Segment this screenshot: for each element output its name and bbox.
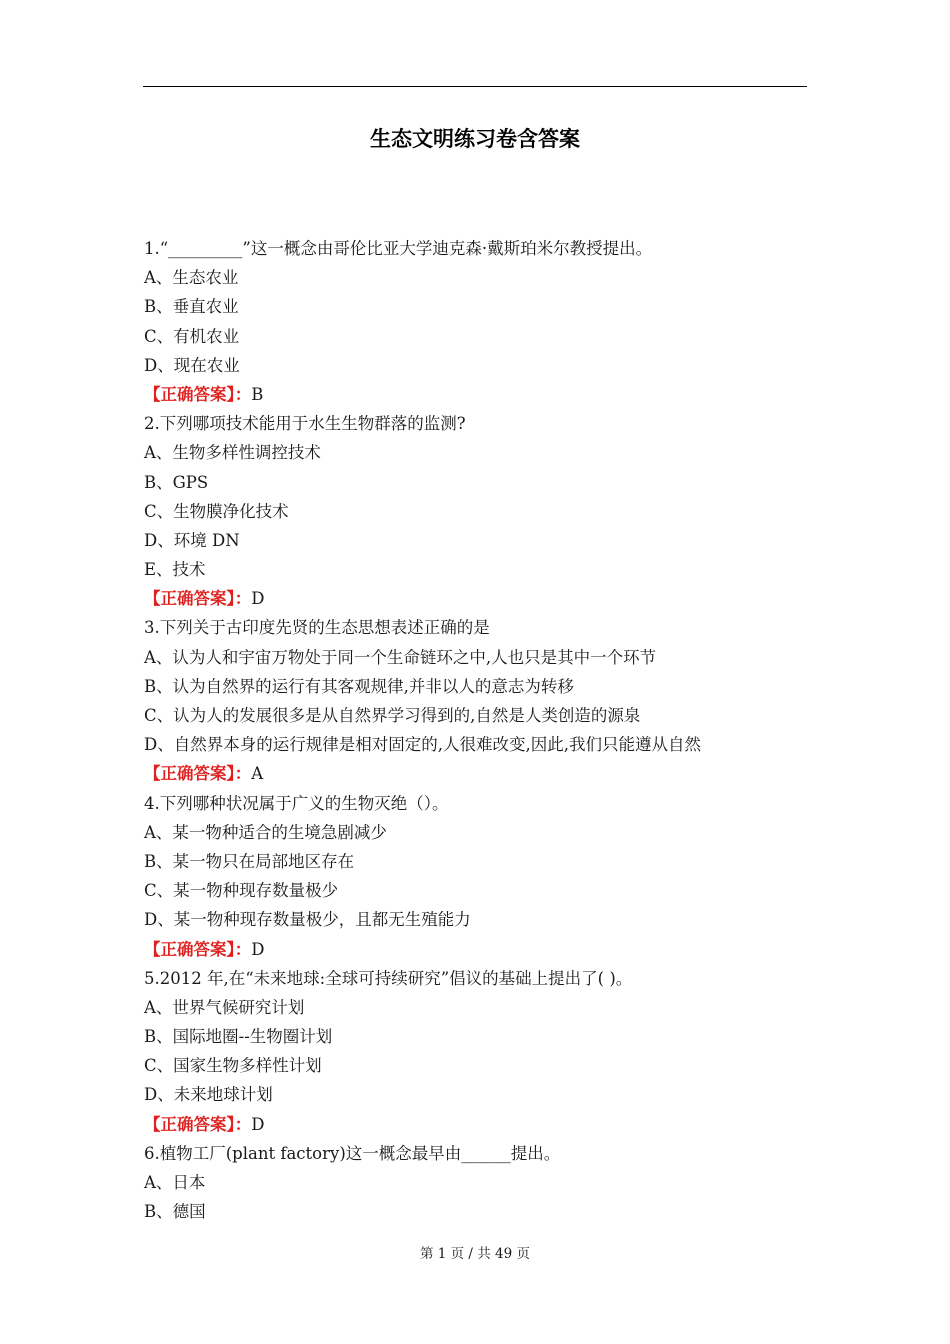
page-footer: 第 1 页 / 共 49 页: [419, 1246, 531, 1262]
option: B、认为自然界的运行有其客观规律,并非以人的意志为转移: [144, 676, 574, 696]
option: B、德国: [144, 1202, 206, 1222]
option: D、未来地球计划: [144, 1085, 273, 1105]
answer-line: [144, 935, 814, 964]
answer-line: [144, 380, 814, 409]
question-stem: 6.植物工厂(plant factory)这一概念最早由______提出。: [144, 1143, 561, 1163]
option: C、某一物种现存数量极少: [144, 881, 339, 901]
option: A、某一物种适合的生境急剧减少: [144, 822, 387, 842]
option: A、世界气候研究计划: [144, 997, 305, 1017]
answer-value: D: [251, 939, 265, 959]
option: B、国际地圈--生物圈计划: [144, 1027, 333, 1047]
option: C、生物膜净化技术: [144, 501, 289, 521]
option: D、某一物种现存数量极少，且都无生殖能力: [144, 910, 471, 930]
answer-line: [144, 584, 814, 613]
answer-value: D: [251, 1114, 265, 1134]
option: D、现在农业: [144, 355, 240, 375]
option: A、生物多样性调控技术: [144, 443, 321, 463]
question-stem: 2.下列哪项技术能用于水生生物群落的监测?: [144, 414, 466, 434]
document-title: 生态文明练习卷含答案: [370, 127, 580, 151]
answer-value: A: [251, 764, 264, 784]
question-stem: 4.下列哪种状况属于广义的生物灭绝（）。: [144, 793, 449, 813]
option: A、认为人和宇宙万物处于同一个生命链环之中,人也只是其中一个环节: [144, 647, 657, 667]
option: C、有机农业: [144, 326, 240, 346]
option: D、环境 DN: [144, 530, 240, 550]
answer-label: 【正确答案】：: [144, 1114, 252, 1134]
option: D、自然界本身的运行规律是相对固定的,人很难改变,因此,我们只能遵从自然: [144, 735, 701, 755]
answer-value: D: [251, 589, 265, 609]
option: A、日本: [144, 1173, 206, 1192]
answer-line: [144, 759, 814, 788]
option: A、生态农业: [144, 268, 239, 288]
question-stem: 3.下列关于古印度先贤的生态思想表述正确的是: [144, 618, 490, 638]
answer-line: [144, 1110, 814, 1139]
answer-value: B: [251, 384, 264, 404]
header-rule: [143, 86, 807, 87]
option: B、GPS: [144, 472, 209, 492]
question-list: [144, 234, 814, 1226]
answer-label: 【正确答案】：: [144, 939, 252, 959]
answer-label: 【正确答案】：: [144, 764, 252, 784]
option: B、垂直农业: [144, 297, 239, 317]
question-stem: 5.2012 年,在“未来地球:全球可持续研究”倡议的基础上提出了( )。: [144, 968, 633, 988]
answer-label: 【正确答案】：: [144, 384, 252, 404]
answer-label: 【正确答案】：: [144, 589, 252, 609]
option: E、技术: [144, 560, 206, 580]
question-stem: 1.“_________”这一概念由哥伦比亚大学迪克森·戴斯珀米尔教授提出。: [144, 239, 653, 258]
option: C、认为人的发展很多是从自然界学习得到的,自然是人类创造的源泉: [144, 706, 641, 725]
option: B、某一物只在局部地区存在: [144, 851, 355, 871]
option: C、国家生物多样性计划: [144, 1056, 322, 1076]
